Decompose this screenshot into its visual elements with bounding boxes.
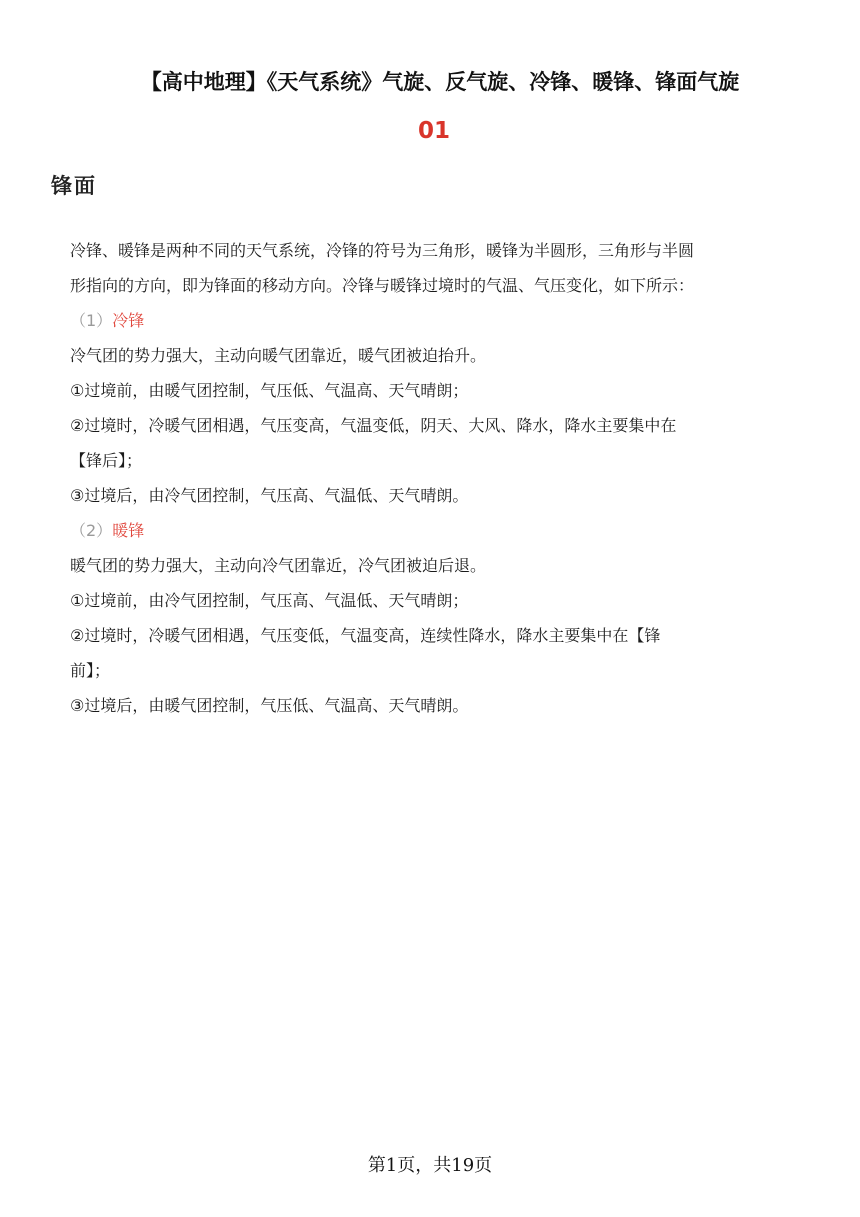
warm-front-before: ①过境前，由冷气团控制，气压高、气温低、天气晴朗； (70, 591, 469, 610)
warm-front-during-line-2: 前】； (70, 661, 111, 680)
section-number: 01 (417, 118, 450, 144)
warm-front-during-line-1: ②过境时，冷暖气团相遇，气压变低，气温变高，连续性降水，降水主要集中在【锋 (70, 626, 661, 645)
document-body (70, 233, 794, 723)
warm-front-subheading (70, 513, 794, 548)
cold-front-during-line-2: 【锋后】； (70, 451, 143, 470)
warm-front-description: 暖气团的势力强大，主动向冷气团靠近，冷气团被迫后退。 (70, 556, 487, 575)
cold-front-number: （1） (70, 311, 113, 330)
cold-front-after: ③过境后，由冷气团控制，气压高、气温低、天气晴朗。 (70, 486, 469, 505)
intro-line-1: 冷锋、暖锋是两种不同的天气系统，冷锋的符号为三角形，暖锋为半圆形，三角形与半圆 (70, 241, 695, 260)
intro-line-2: 形指向的方向，即为锋面的移动方向。冷锋与暖锋过境时的气温、气压变化，如下所示： (70, 276, 695, 295)
warm-front-number: （2） (70, 521, 113, 540)
cold-front-label: 冷锋 (112, 311, 145, 330)
page-footer: 第1页，共19页 (367, 1155, 493, 1176)
section-heading: 锋面 (51, 174, 97, 198)
cold-front-during-line-1: ②过境时，冷暖气团相遇，气压变高，气温变低，阴天、大风、降水，降水主要集中在 (70, 416, 677, 435)
warm-front-after: ③过境后，由暖气团控制，气压低、气温高、天气晴朗。 (70, 696, 469, 715)
warm-front-label: 暖锋 (112, 521, 145, 540)
document-title: 【高中地理】《天气系统》气旋、反气旋、冷锋、暖锋、锋面气旋 (140, 70, 740, 94)
cold-front-description: 冷气团的势力强大，主动向暖气团靠近，暖气团被迫抬升。 (70, 346, 487, 365)
cold-front-subheading (70, 303, 794, 338)
cold-front-before: ①过境前，由暖气团控制，气压低、气温高、天气晴朗； (70, 381, 469, 400)
